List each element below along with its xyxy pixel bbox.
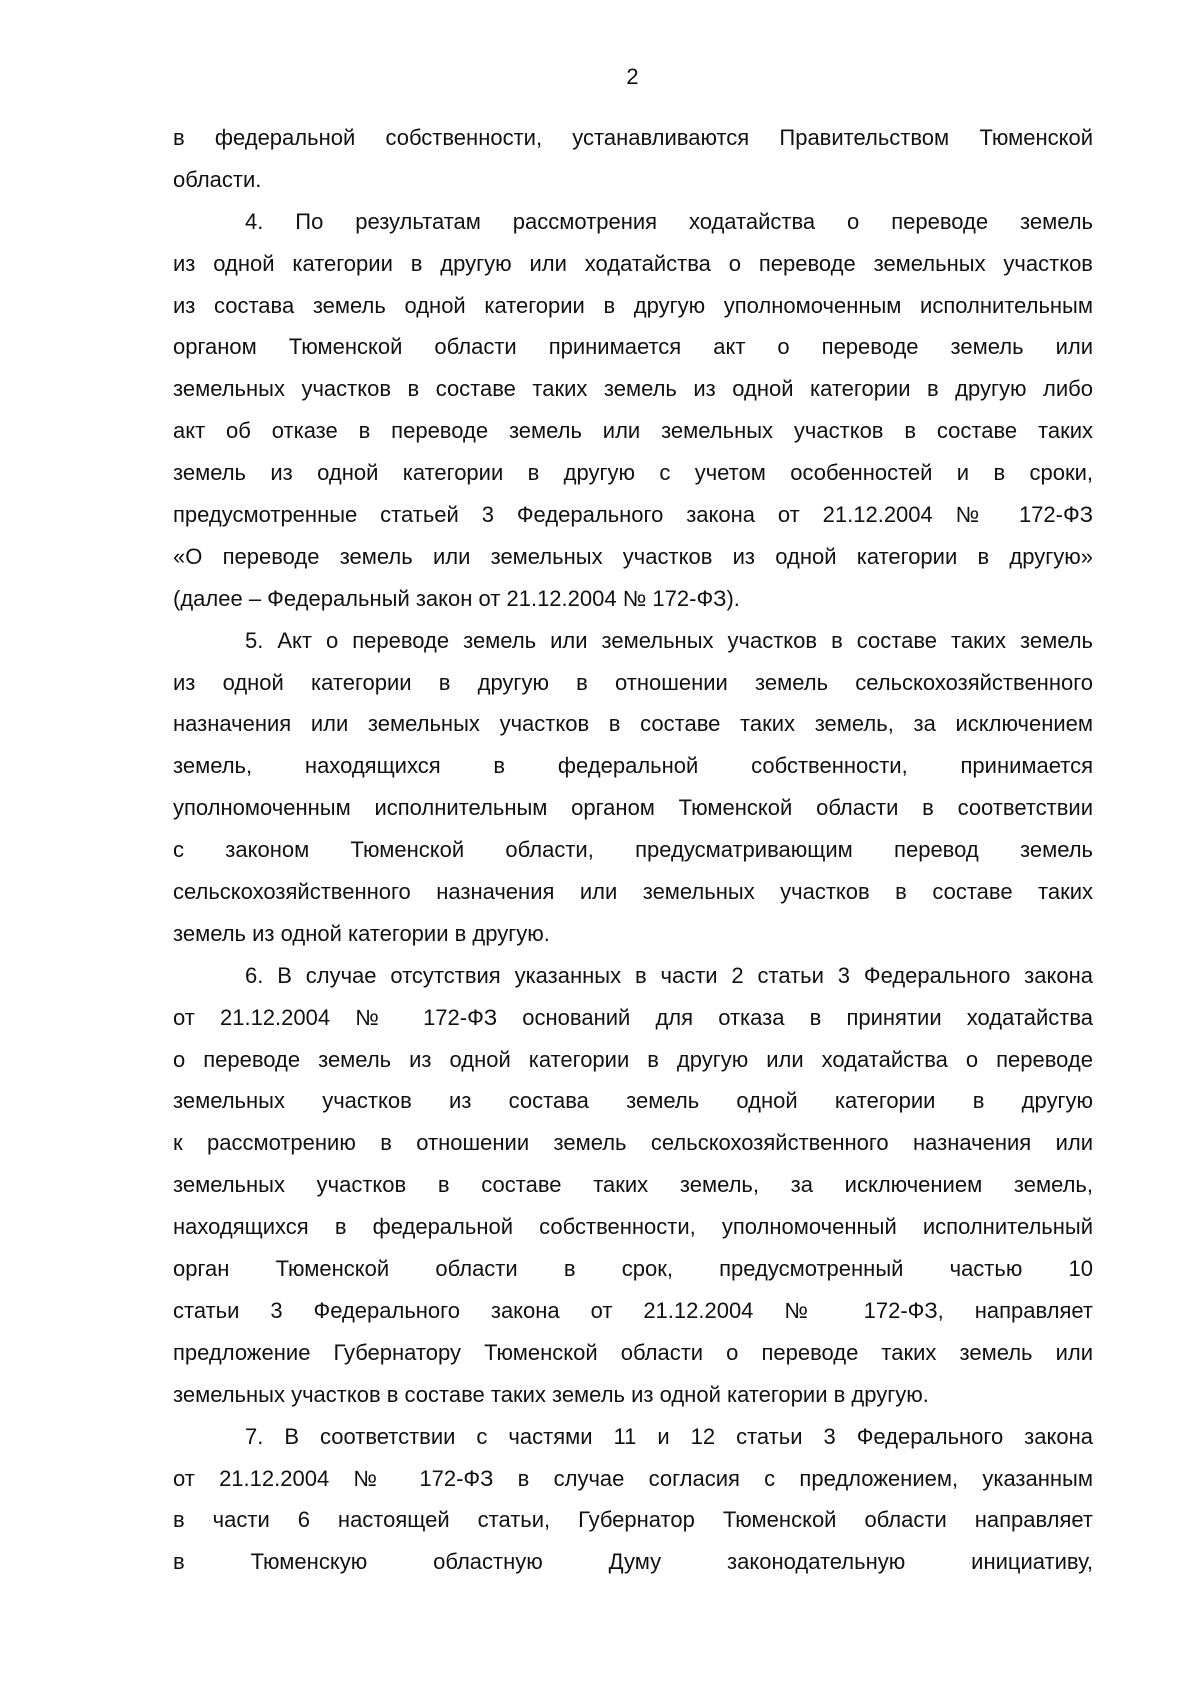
text-line: находящихся в федеральной собственности, уполномоченный исполнительный	[173, 1214, 1093, 1240]
text-line: из одной категории в другую в отношении земель сельскохозяйственного	[173, 669, 1093, 695]
text-line: о переводе земель из одной категории в другую или ходатайства о переводе	[173, 1046, 1093, 1072]
text-line: к рассмотрению в отношении земель сельскохозяйственного назначения или	[173, 1130, 1093, 1156]
text-line: земель из одной категории в другую с учетом особенностей и в сроки,	[173, 460, 1093, 486]
text-line: 6. В случае отсутствия указанных в части 2 статьи 3 Федерального закона	[245, 962, 1093, 988]
text-line: в федеральной собственности, устанавливаются Правительством Тюменской	[173, 125, 1093, 150]
text-line: уполномоченным исполнительным органом Тюменской области в соответствии	[173, 795, 1093, 821]
text-line: области.	[173, 166, 262, 192]
text-line: от 21.12.2004 № 172-ФЗ оснований для отказа в принятии ходатайства	[173, 1004, 1093, 1030]
text-line: статьи 3 Федерального закона от 21.12.2004 № 172-ФЗ, направляет	[173, 1297, 1093, 1323]
text-line: 5. Акт о переводе земель или земельных участков в составе таких земель	[245, 627, 1093, 653]
text-line: с законом Тюменской области, предусматривающим перевод земель	[173, 837, 1093, 863]
text-line: назначения или земельных участков в составе таких земель, за исключением	[173, 711, 1093, 737]
text-line: «О переводе земель или земельных участков из одной категории в другую»	[173, 543, 1093, 569]
text-line: земельных участков в составе таких земель, за исключением земель,	[173, 1172, 1093, 1198]
text-line: органом Тюменской области принимается акт о переводе земель или	[173, 334, 1093, 360]
text-line: орган Тюменской области в срок, предусмотренный частью 10	[173, 1256, 1093, 1282]
text-line: земельных участков в составе таких земель из одной категории в другую.	[173, 1381, 929, 1407]
text-line: земельных участков в составе таких земель из одной категории в другую либо	[173, 376, 1093, 402]
text-line: в Тюменскую областную Думу законодательную инициативу,	[173, 1549, 1093, 1575]
text-line: (далее – Федеральный закон от 21.12.2004 № 172-ФЗ).	[173, 585, 740, 611]
text-line: предусмотренные статьей 3 Федерального закона от 21.12.2004 № 172-ФЗ	[173, 502, 1093, 528]
text-line: сельскохозяйственного назначения или земельных участков в составе таких	[173, 879, 1093, 905]
text-line: 7. В соответствии с частями 11 и 12 статьи 3 Федерального закона	[245, 1423, 1093, 1449]
text-line: от 21.12.2004 № 172-ФЗ в случае согласия с предложением, указанным	[173, 1465, 1093, 1491]
text-line: из одной категории в другую или ходатайства о переводе земельных участков	[173, 250, 1093, 276]
text-line: в части 6 настоящей статьи, Губернатор Тюменской области направляет	[173, 1507, 1093, 1533]
text-line: земель из одной категории в другую.	[173, 920, 550, 946]
document-body	[173, 117, 1093, 1583]
text-line: из состава земель одной категории в другую уполномоченным исполнительным	[173, 292, 1093, 318]
page-number: 2	[626, 64, 639, 89]
text-line: 4. По результатам рассмотрения ходатайства о переводе земель	[245, 208, 1093, 234]
text-line: акт об отказе в переводе земель или земельных участков в составе таких	[173, 418, 1093, 444]
text-line: земельных участков из состава земель одной категории в другую	[173, 1088, 1093, 1114]
text-line: земель, находящихся в федеральной собственности, принимается	[173, 753, 1093, 779]
text-line: предложение Губернатору Тюменской области о переводе таких земель или	[173, 1339, 1093, 1365]
